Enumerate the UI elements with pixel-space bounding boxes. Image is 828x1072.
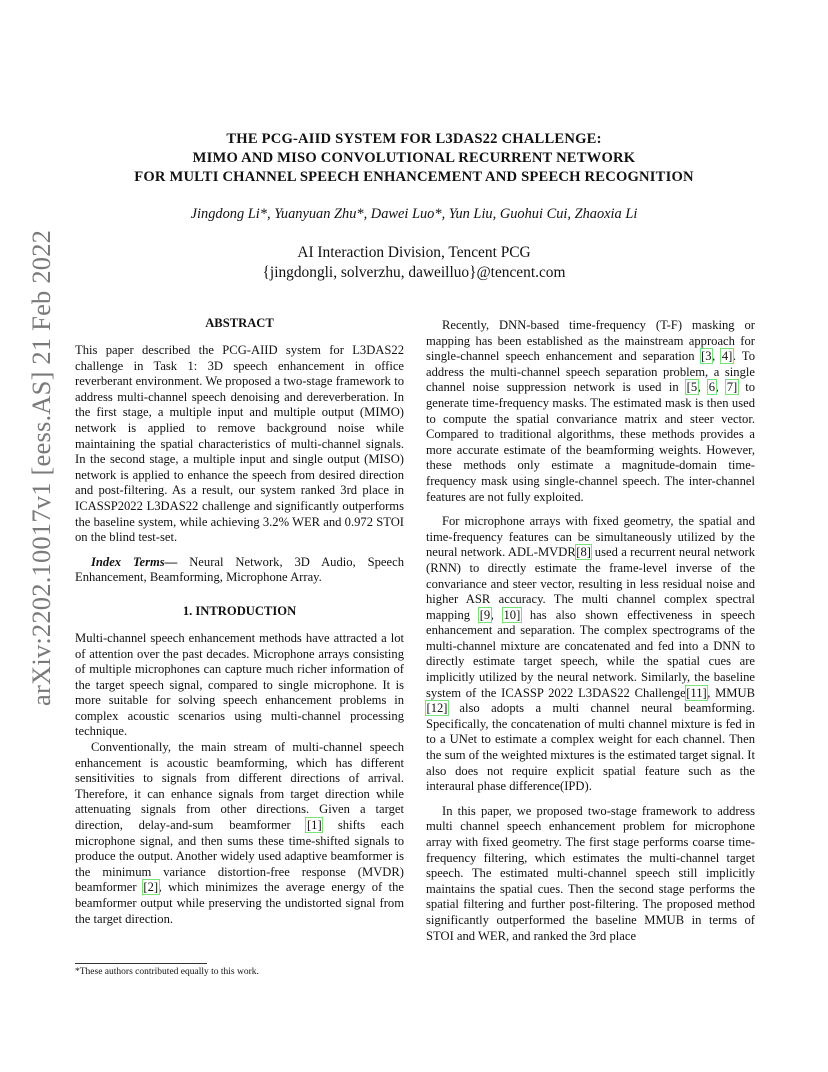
title-line-3: FOR MULTI CHANNEL SPEECH ENHANCEMENT AND SPEECH RECOGNITION — [134, 169, 694, 185]
footnote: *These authors contributed equally to this work. — [75, 967, 259, 977]
paragraph-text: , — [715, 380, 727, 395]
paragraph-text: Recently, DNN-based time-frequency (T-F) masking or mapping has been established as the mainstream approach for single-channel speech enhancement and separation — [426, 318, 755, 364]
paragraph-text: For microphone arrays with fixed geometry, the spatial and time-frequency features can be simultaneously utilized by the neural network. ADL-MVDR — [426, 514, 755, 560]
title-line-1: THE PCG-AIID SYSTEM FOR L3DAS22 CHALLENGE: — [226, 131, 602, 147]
author-list: Jingdong Li*, Yuanyuan Zhu*, Dawei Luo*, Yun Liu, Guohui Cui, Zhaoxia Li — [190, 206, 638, 222]
citation-link[interactable]: 7] — [726, 380, 738, 395]
citation-link[interactable]: 6 — [708, 380, 716, 395]
introduction-heading: 1. INTRODUCTION — [182, 603, 297, 618]
paragraph-text: has also shown effectiveness in speech enhancement and separation. The complex spectrograms of the multi-channel mixture are concatenated and fed into a DNN to directly estimate target speech, while the spatial cues are implicitly utilized by the neural network. Similarly, the baseline system of the ICASSP 2022 L3DAS22 Challenge — [426, 607, 755, 700]
right-column — [426, 318, 755, 944]
citation-link[interactable]: [9 — [479, 607, 491, 622]
intro-paragraph-1: Multi-channel speech enhancement methods have attracted a lot of attention over the past decades. Microphone arrays consisting of multiple microphones can capture much richer information of the target speech signal, compared to single microphone. It is more suitable for solving speech enhancement problems in complex acoustic scenarios using multi-channel processing technique. — [75, 630, 404, 739]
paragraph-text: . To address the multi-channel speech separation problem, a single channel noise suppression network is used in — [426, 349, 756, 395]
citation-link[interactable]: [5 — [686, 380, 698, 395]
affiliation: AI Interaction Division, Tencent PCG — [297, 244, 531, 261]
intro-paragraph-2 — [75, 740, 404, 927]
abstract-text: This paper described the PCG-AIID system for L3DAS22 challenge in Task 1: 3D speech enhancement in office reverberant environment. We proposed a two-stage framework to address multi-channel speech denoising and dereverberation. In the first stage, a multiple input and multiple output (MIMO) network is applied to remove background noise while maintaining the spatial characteristics of multi-channel signals. In the second stage, a multiple input and single output (MISO) network is applied to enhance the speech from desired direction and post-filtering. As a result, our system ranked 3rd place in ICASSP2022 L3DAS22 challenge and significantly outperforms the baseline system, while achieving 3.2% WER and 0.972 STOI on the blind test-set. — [75, 343, 404, 545]
citation-link[interactable]: [11] — [686, 685, 707, 700]
footnote-rule — [75, 963, 207, 964]
right-paragraph-3: In this paper, we proposed two-stage framework to address multi channel speech enhancement problem for microphone array with fixed geometry. The first stage performs coarse time-frequency filtering, which estimates the multi-channel target speech. The estimated multi-channel speech still implicitly maintains the spatial cues. Then the second stage performs the spatial filtering and further post-filtering. The proposed method significantly outperformed the baseline MMUB in terms of STOI and WER, and ranked the 3rd place — [426, 803, 755, 943]
index-terms — [75, 555, 404, 586]
citation-link[interactable]: [12] — [426, 701, 448, 716]
index-terms-label: Index Terms— — [91, 554, 178, 569]
abstract-heading: ABSTRACT — [205, 316, 274, 330]
paragraph-text: , MMUB — [707, 685, 756, 700]
paragraph-text: , — [490, 607, 503, 622]
index-terms-text: Neural Network, 3D Audio, Speech Enhancement, Beamforming, Microphone Array. — [75, 554, 404, 585]
author-emails: {jingdongli, solverzhu, daweilluo}@tencent.com — [262, 264, 566, 281]
citation-link[interactable]: 10] — [503, 607, 521, 622]
citation-link[interactable]: [3 — [701, 349, 712, 364]
arxiv-identifier: arXiv:2202.10017v1 [eess.AS] 21 Feb 2022 — [26, 229, 56, 706]
title-line-2: MIMO AND MISO CONVOLUTIONAL RECURRENT NETWORK — [192, 150, 636, 166]
paragraph-text: also adopts a multi channel neural beamforming. Specifically, the concatenation of multi channel mixture is fed in to a UNet to estimate a complex weight for each channel. Then the sum of the weighted mixtures is the estimated target signal. It also does not require explicit spatial feature such as the interaural phase difference(IPD). — [426, 701, 755, 794]
right-paragraph-1 — [426, 318, 755, 505]
paragraph-text: used a recurrent neural network (RNN) to directly estimate the frame-level inverse of the convariance and steer vector, resulting in less residual noise and higher ASR accuracy. The multi channel complex spectral mapping — [426, 545, 756, 622]
paragraph-text: to generate time-frequency masks. The estimated mask is then used to compute the spatial convariance matrix and steer vector. Compared to traditional algorithms, these methods provides a more accurate estimate of the beamforming weights. However, these methods only estimate a magnitude-domain time-frequency mask using single-channel speech. The inter-channel features are not fully exploited. — [426, 380, 755, 504]
paragraph-text: , which minimizes the average energy of the beamformer output while preserving the undistorted signal from the target direction. — [75, 880, 404, 926]
paper-title — [0, 130, 828, 187]
right-paragraph-2 — [426, 514, 755, 795]
citation-link[interactable]: [2] — [143, 880, 159, 895]
paragraph-text: Conventionally, the main stream of multi-channel speech enhancement is acoustic beamforming, which has different sensitivities to signals from different directions of arrival. Therefore, it can enhance signals from target direction while attenuating signals from other directions. Given a target direction, delay-and-sum beamformer — [75, 740, 404, 833]
citation-link[interactable]: 4] — [721, 349, 733, 364]
affiliation-block — [0, 243, 828, 283]
paragraph-text: shifts each microphone signal, and then sums these time-shifted signals to produce the output. Another widely used adaptive beamformer is the minimum variance distortion-free response (MVDR) beamformer — [75, 818, 404, 895]
paragraph-text: , — [712, 349, 722, 364]
left-column — [75, 316, 404, 927]
paragraph-text: , — [697, 380, 709, 395]
citation-link[interactable]: [1] — [306, 818, 322, 833]
citation-link[interactable]: [8] — [576, 545, 591, 560]
